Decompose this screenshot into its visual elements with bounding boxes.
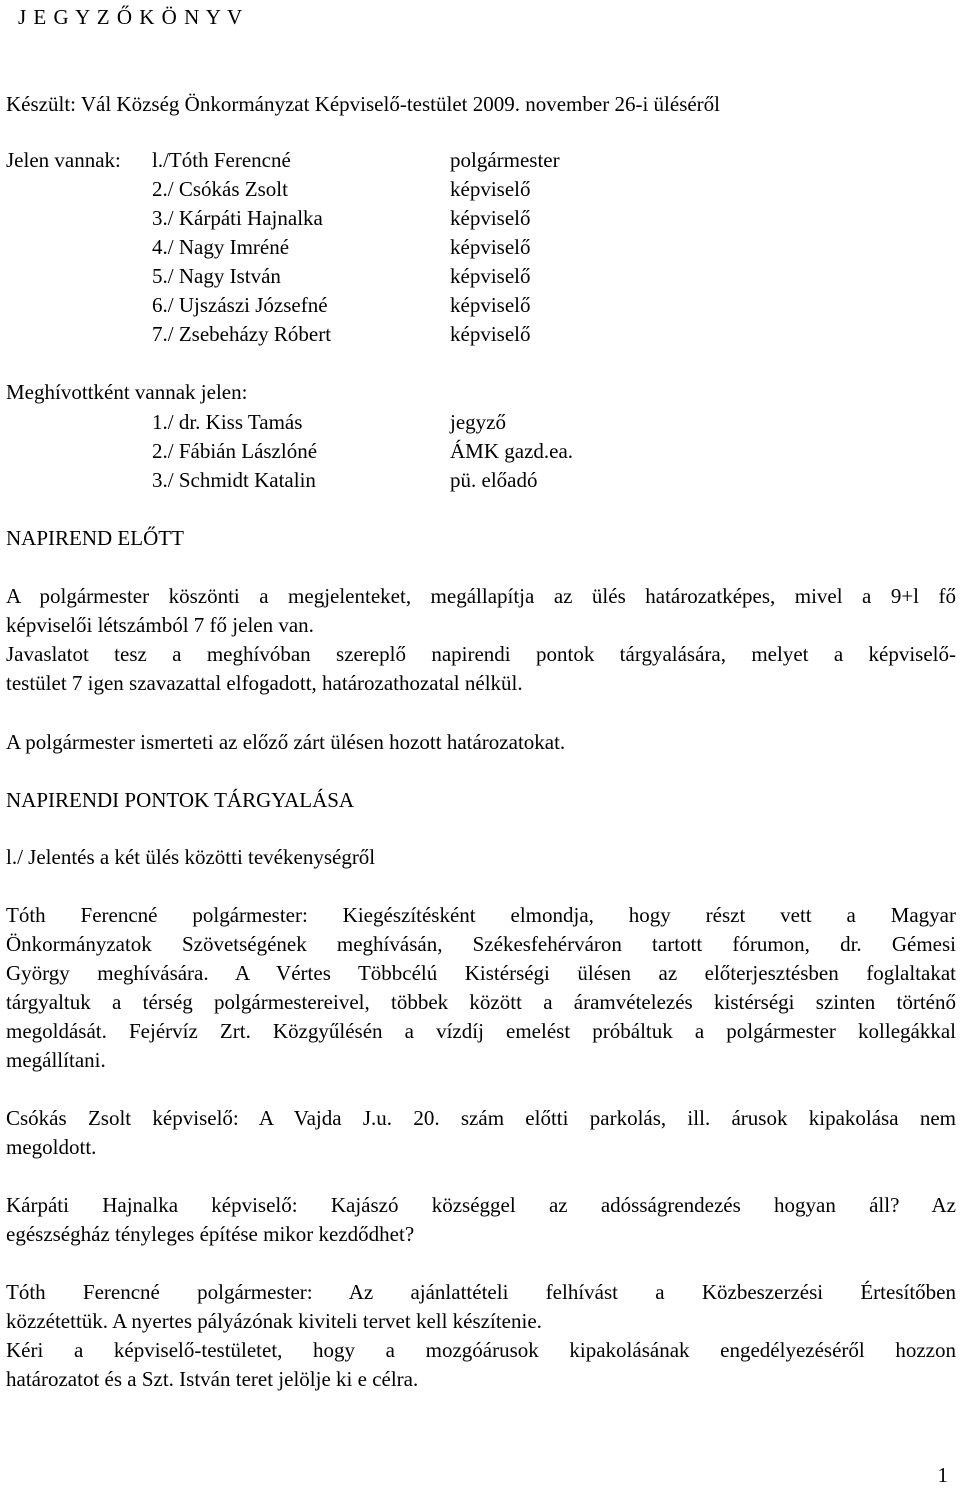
paragraph-line: képviselői létszámból 7 fő jelen van.	[6, 613, 314, 637]
paragraph-opening	[6, 582, 956, 698]
paragraph-line: Csókás Zsolt képviselő: A Vajda J.u. 20. szám előtti parkolás, ill. árusok kipakolása nem	[6, 1106, 956, 1130]
paragraph-line: György meghívására. A Vértes Többcélú Kistérségi ülésen az előterjesztésben foglaltakat	[6, 961, 956, 985]
attendee-row	[6, 233, 956, 262]
invited-role: ÁMK gazd.ea.	[450, 439, 574, 463]
invited-name: 2./ Fábián Lászlóné	[152, 439, 318, 463]
document-subtitle: Készült: Vál Község Önkormányzat Képviselő-testület 2009. november 26-i üléséről	[6, 92, 721, 116]
attendee-role: képviselő	[450, 293, 531, 317]
invited-row	[6, 408, 956, 437]
invited-name: 3./ Schmidt Katalin	[152, 468, 316, 492]
paragraph-resolutions: A polgármester ismerteti az előző zárt ülésen hozott határozatokat.	[6, 730, 566, 754]
paragraph-mayor-report	[6, 901, 956, 1075]
attendee-name: 2./ Csókás Zsolt	[152, 177, 288, 201]
paragraph-mayor-reply	[6, 1278, 956, 1394]
invited-row	[6, 437, 956, 466]
invited-role: jegyző	[450, 410, 506, 434]
invited-label: Meghívottként vannak jelen:	[6, 380, 248, 404]
attendee-name: 6./ Ujszászi Józsefné	[152, 293, 328, 317]
attendee-name: l./Tóth Ferencné	[152, 148, 291, 172]
attendee-row	[6, 175, 956, 204]
attendee-name: 7./ Zsebeházy Róbert	[152, 322, 332, 346]
paragraph-line: Kárpáti Hajnalka képviselő: Kajászó községgel az adósságrendezés hogyan áll? Az	[6, 1193, 956, 1217]
paragraph-line: Önkormányzatok Szövetségének meghívásán, Székesfehérváron tartott fórumon, dr. Gémesi	[6, 932, 956, 956]
invited-role: pü. előadó	[450, 468, 538, 492]
paragraph-line: tárgyaltuk a térség polgármestereivel, többek között a áramvételezés kistérségi szinten történő	[6, 990, 956, 1014]
attendee-row	[6, 262, 956, 291]
paragraph-line: közzétettük. A nyertes pályázónak kiviteli tervet kell készítenie.	[6, 1309, 542, 1333]
attendee-role: képviselő	[450, 177, 531, 201]
present-label: Jelen vannak:	[6, 148, 121, 172]
attendee-role: képviselő	[450, 264, 531, 288]
paragraph-line: megoldását. Fejérvíz Zrt. Közgyűlésén a vízdíj emelést próbáltuk a polgármester kollegákkal	[6, 1019, 956, 1043]
attendee-role: képviselő	[450, 206, 531, 230]
attendee-name: 5./ Nagy István	[152, 264, 281, 288]
page-number: 1	[937, 1463, 948, 1487]
attendee-row	[6, 204, 956, 233]
agenda-item-title: l./ Jelentés a két ülés közötti tevékenységről	[6, 845, 376, 869]
paragraph-karpati	[6, 1191, 956, 1249]
paragraph-line: megállítani.	[6, 1048, 106, 1072]
paragraph-line: Tóth Ferencné polgármester: Kiegészítésként elmondja, hogy részt vett a Magyar	[6, 903, 956, 927]
paragraph-csokas	[6, 1104, 956, 1162]
invited-name: 1./ dr. Kiss Tamás	[152, 410, 303, 434]
section-heading-before: NAPIREND ELŐTT	[6, 526, 184, 550]
attendee-name: 4./ Nagy Imréné	[152, 235, 290, 259]
paragraph-line: Javaslatot tesz a meghívóban szereplő napirendi pontok tárgyalására, melyet a képviselő-	[6, 642, 956, 666]
attendee-name: 3./ Kárpáti Hajnalka	[152, 206, 323, 230]
paragraph-line: határozatot és a Szt. István teret jelölje ki e célra.	[6, 1367, 419, 1391]
attendee-row	[6, 320, 956, 349]
invited-row	[6, 466, 956, 495]
paragraph-line: A polgármester köszönti a megjelenteket, megállapítja az ülés határozatképes, mivel a 9+l fő	[6, 584, 956, 608]
paragraph-line: testület 7 igen szavazattal elfogadott, határozathozatal nélkül.	[6, 671, 523, 695]
paragraph-line: megoldott.	[6, 1135, 97, 1159]
attendee-role: képviselő	[450, 235, 531, 259]
attendee-row	[6, 146, 956, 175]
attendee-role: képviselő	[450, 322, 531, 346]
attendee-row	[6, 291, 956, 320]
paragraph-line: Kéri a képviselő-testületet, hogy a mozgóárusok kipakolásának engedélyezéséről hozzon	[6, 1338, 956, 1362]
document-title: J E G Y Z Ő K Ö N Y V	[18, 5, 244, 29]
section-heading-agenda: NAPIRENDI PONTOK TÁRGYALÁSA	[6, 788, 355, 812]
paragraph-line: egészségház tényleges építése mikor kezdődhet?	[6, 1222, 415, 1246]
attendee-role: polgármester	[450, 148, 560, 172]
paragraph-line: Tóth Ferencné polgármester: Az ajánlattételi felhívást a Közbeszerzési Értesítőben	[6, 1280, 956, 1304]
